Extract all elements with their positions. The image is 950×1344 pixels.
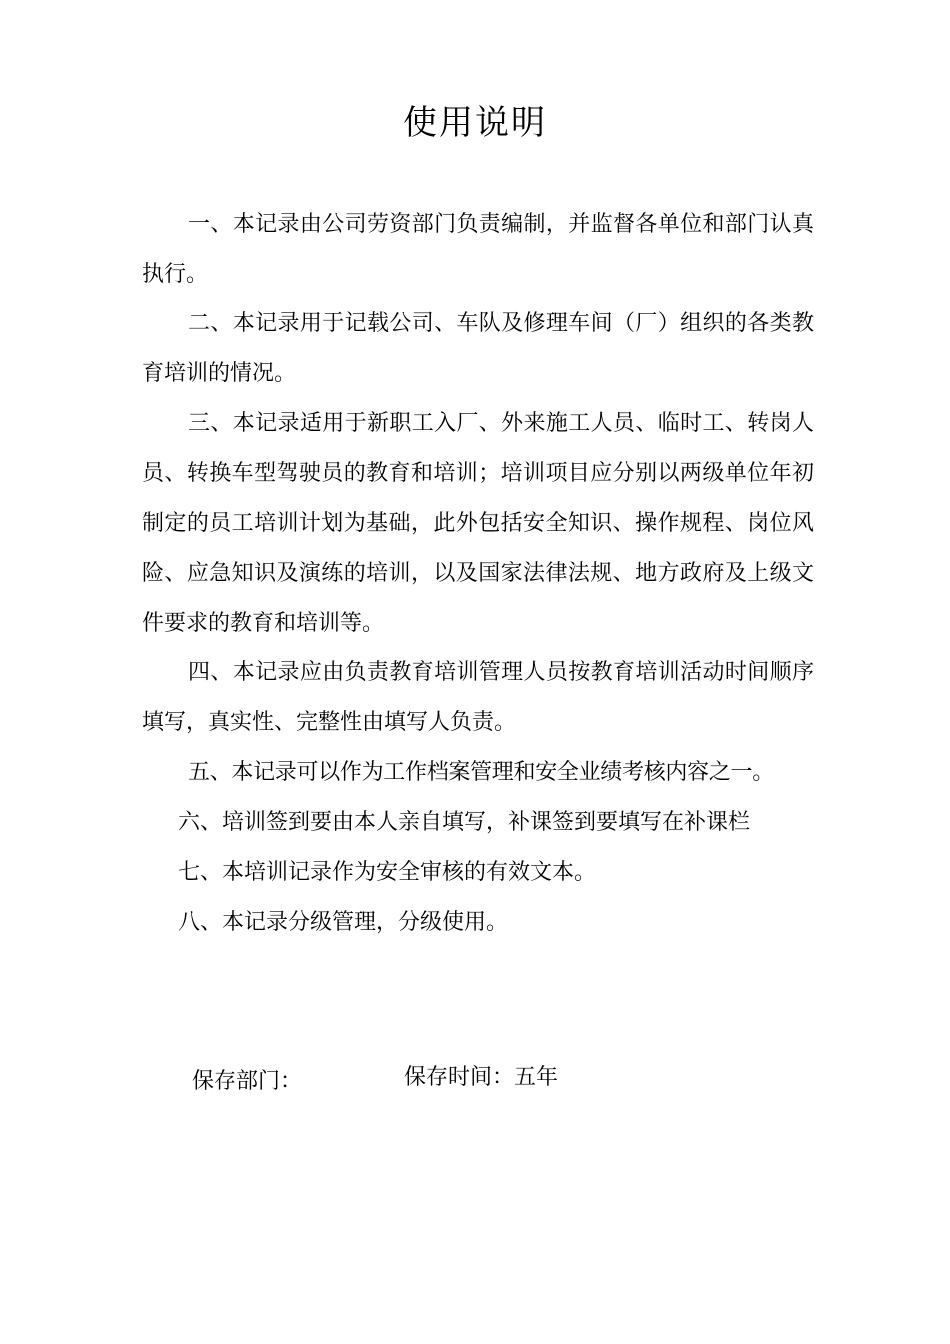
page-title: 使用说明 (403, 103, 547, 143)
paragraph-7: 七、本培训记录作为安全审核的有效文本。 (178, 860, 597, 885)
paragraph-8: 八、本记录分级管理，分级使用。 (178, 910, 509, 935)
paragraph-1: 一、本记录由公司劳资部门负责编制，并监督各单位和部门认真执行。 (142, 212, 814, 287)
storage-time-label: 保存时间：五年 (404, 1065, 559, 1090)
paragraph-6: 六、培训签到要由本人亲自填写，补课签到要填写在补课栏 (178, 810, 751, 835)
storage-department-label: 保存部门： (192, 1069, 303, 1091)
paragraph-2: 二、本记录用于记载公司、车队及修理车间（厂）组织的各类教育培训的情况。 (142, 311, 814, 386)
paragraph-3: 三、本记录适用于新职工入厂、外来施工人员、临时工、转岗人员、转换车型驾驶员的教育和培训；培训项目应分别以两级单位年初制定的员工培训计划为基础，此外包括安全知识、操作规程、岗位风险、应急知识及演练的培训，以及国家法律法规、地方政府及上级文件要求的教育和培训等。 (142, 411, 814, 636)
paragraph-4: 四、本记录应由负责教育培训管理人员按教育培训活动时间顺序填写，真实性、完整性由填写人负责。 (142, 660, 814, 735)
paragraph-5: 五、本记录可以作为工作档案管理和安全业绩考核内容之一。 (188, 760, 774, 785)
